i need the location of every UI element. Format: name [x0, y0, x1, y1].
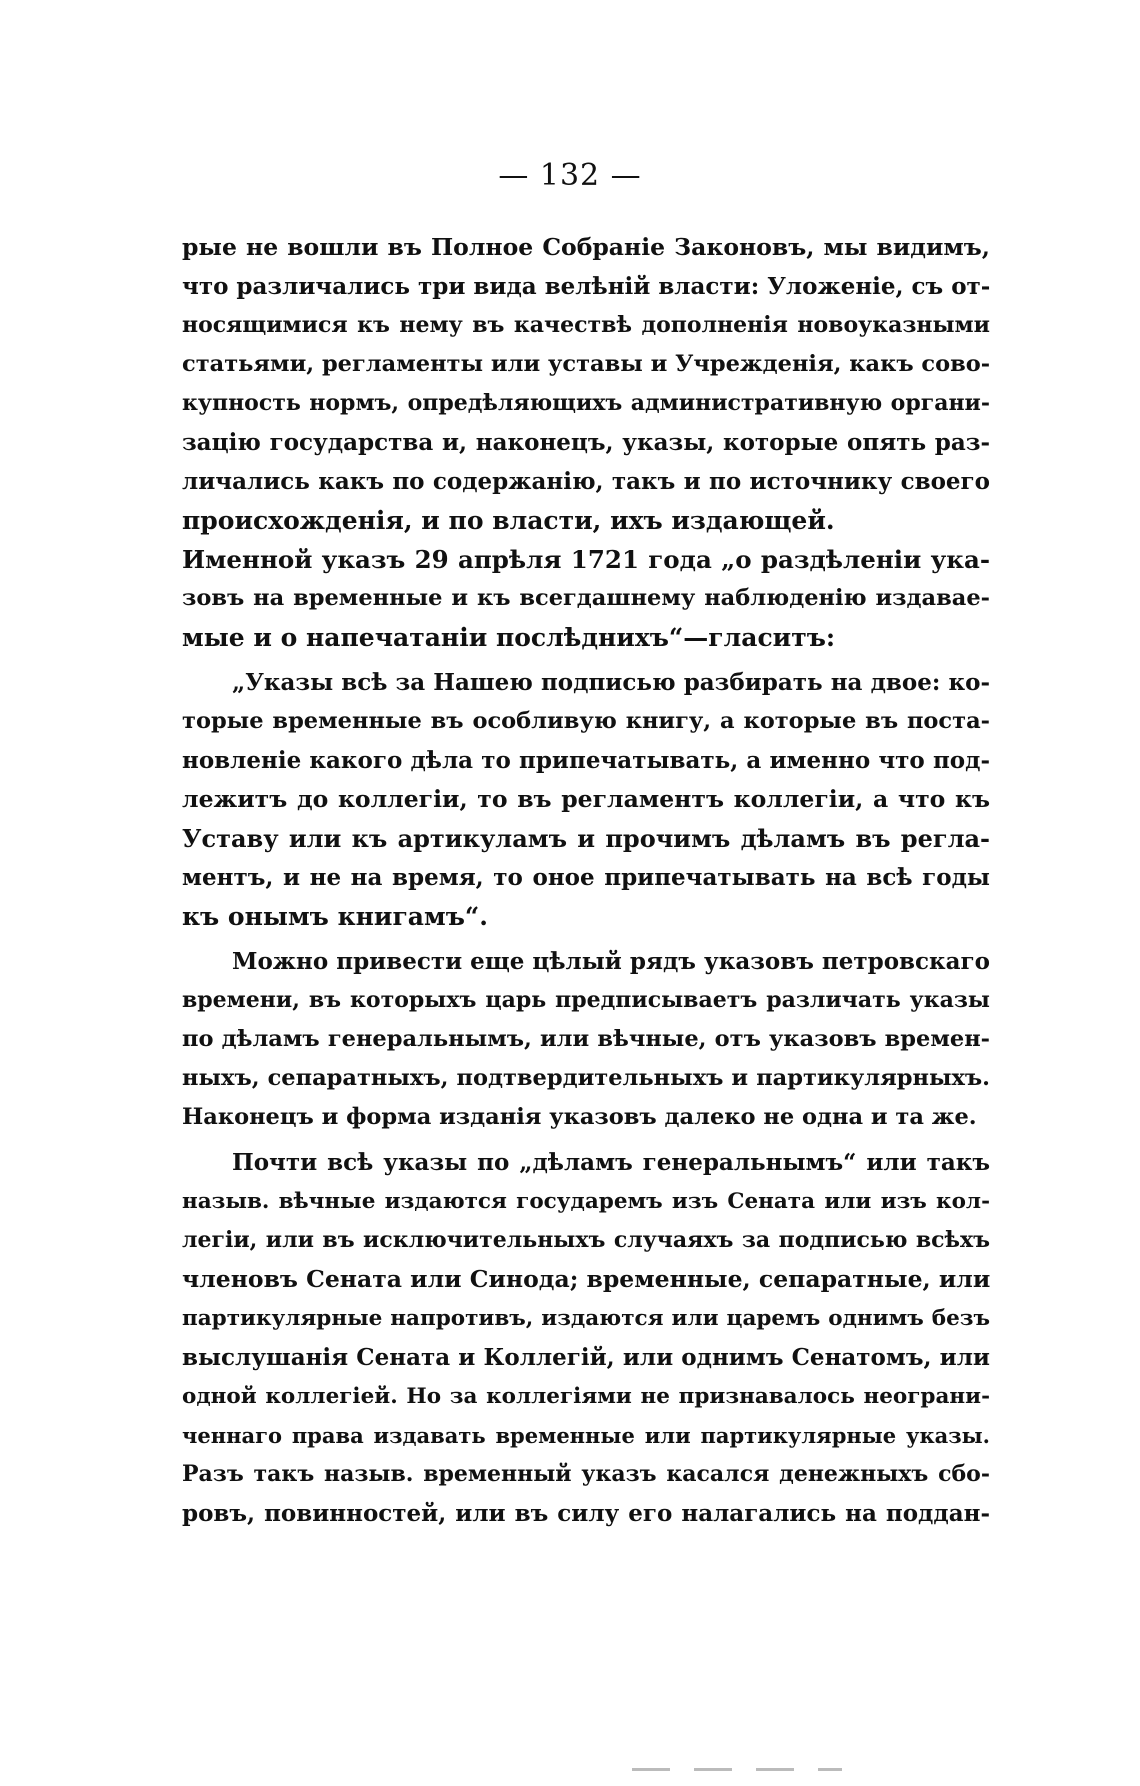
- paragraph-2: [182, 540, 990, 657]
- text-line: къ онымъ книгамъ“.: [182, 902, 488, 931]
- text-line: Разъ такъ назыв. временный указъ касался денежныхъ сбо-: [182, 1461, 990, 1487]
- page-bottom-mark: [632, 1768, 842, 1771]
- text-line: мые и о напечатаніи послѣднихъ“—гласитъ:: [182, 623, 836, 652]
- text-line: Именной указъ 29 апрѣля 1721 года „о раздѣленіи ука-: [182, 545, 990, 574]
- paragraph-5: [182, 1143, 990, 1533]
- text-line: Почти всѣ указы по „дѣламъ генеральнымъ“ или такъ: [232, 1149, 990, 1176]
- text-line: статьями, регламенты или уставы и Учрежденія, какъ сово-: [182, 351, 990, 377]
- text-line: что различались три вида велѣній власти: Уложеніе, съ от-: [182, 273, 990, 300]
- paragraph-1: [182, 228, 990, 540]
- text-line: купность нормъ, опредѣляющихъ административную органи-: [182, 390, 990, 416]
- text-line: лежитъ до коллегіи, то въ регламентъ коллегіи, а что къ: [182, 785, 990, 813]
- text-line: времени, въ которыхъ царь предписываетъ различать указы: [182, 987, 990, 1013]
- text-line: носящимися къ нему въ качествѣ дополненія новоуказными: [182, 312, 990, 338]
- text-line: одной коллегіей. Но за коллегіями не признавалось неограни-: [182, 1384, 990, 1409]
- text-line: личались какъ по содержанію, такъ и по источнику своего: [182, 468, 990, 495]
- text-line: торые временные въ особливую книгу, а которые въ поста-: [182, 708, 990, 734]
- quotation-paragraph: [182, 663, 990, 936]
- text-line: ментъ, и не на время, то оное припечатывать на всѣ годы: [182, 864, 990, 891]
- text-line: новленіе какого дѣла то припечатывать, а именно что под-: [182, 747, 990, 774]
- text-line: Наконецъ и форма изданія указовъ далеко не одна и та же.: [182, 1104, 977, 1130]
- text-line: Уставу или къ артикуламъ и прочимъ дѣламъ въ регла-: [182, 824, 990, 853]
- text-line: ченнаго права издавать временные или партикулярные указы.: [182, 1423, 990, 1448]
- text-line: происхожденія, и по власти, ихъ издающей.: [182, 506, 835, 535]
- text-line: ныхъ, сепаратныхъ, подтвердительныхъ и партикулярныхъ.: [182, 1065, 990, 1091]
- body-text: [182, 228, 990, 1533]
- text-line: легіи, или въ исключительныхъ случаяхъ за подписью всѣхъ: [182, 1227, 990, 1253]
- text-line: назыв. вѣчные издаются государемъ изъ Сената или изъ кол-: [182, 1189, 990, 1214]
- text-line: Можно привести еще цѣлый рядъ указовъ петровскаго: [232, 948, 990, 975]
- text-line: партикулярные напротивъ, издаются или царемъ однимъ безъ: [182, 1306, 990, 1331]
- page-number: — 132 —: [498, 158, 642, 193]
- text-line: зацію государства и, наконецъ, указы, которые опять раз-: [182, 429, 990, 456]
- text-line: „Указы всѣ за Нашею подписью разбирать на двое: ко-: [232, 669, 990, 696]
- text-line: зовъ на временные и къ всегдашнему наблюденію издавае-: [182, 585, 990, 611]
- text-line: выслушанія Сената и Коллегій, или однимъ Сенатомъ, или: [182, 1344, 990, 1371]
- text-line: рые не вошли въ Полное Собраніе Законовъ, мы видимъ,: [182, 233, 990, 261]
- text-line: по дѣламъ генеральнымъ, или вѣчные, отъ указовъ времен-: [182, 1026, 990, 1052]
- text-line: членовъ Сената или Синода; временные, сепаратные, или: [182, 1265, 990, 1293]
- text-line: ровъ, повинностей, или въ силу его налагались на поддан-: [182, 1500, 990, 1527]
- paragraph-4: [182, 942, 990, 1137]
